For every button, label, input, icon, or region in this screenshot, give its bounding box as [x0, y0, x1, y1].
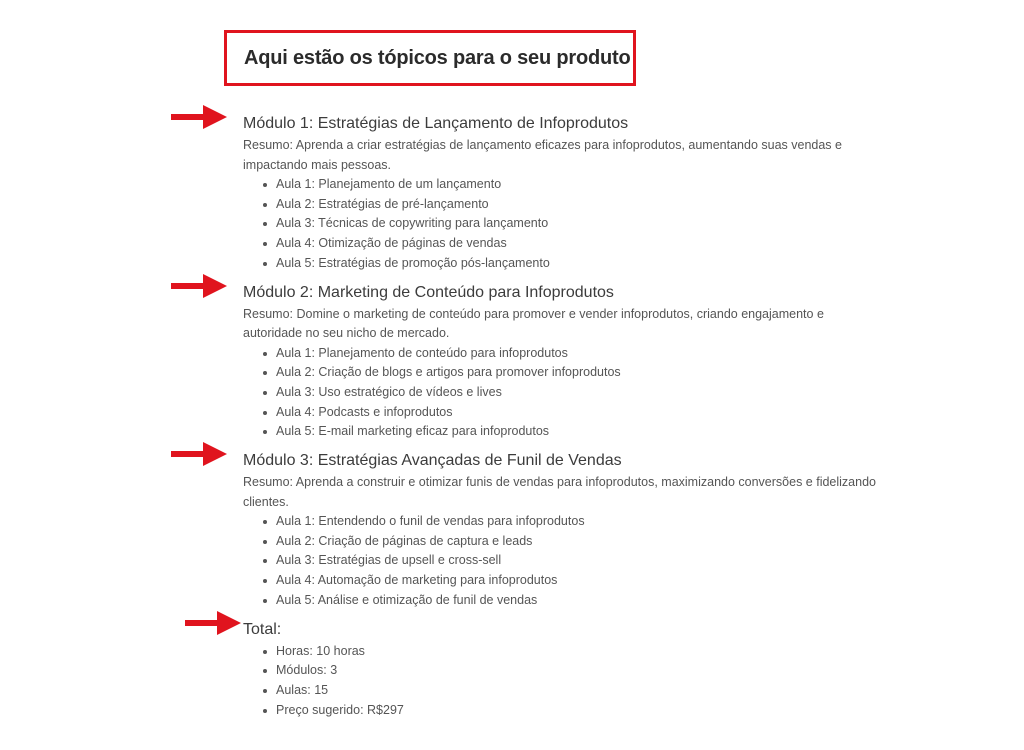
lesson-item: Aula 4: Otimização de páginas de vendas [276, 234, 883, 254]
module-2 [243, 281, 883, 443]
lesson-item: Aula 4: Podcasts e infoprodutos [276, 403, 883, 423]
lesson-list [243, 512, 883, 611]
total-item: Aulas: 15 [276, 681, 883, 701]
lesson-item: Aula 4: Automação de marketing para infoprodutos [276, 571, 883, 591]
lesson-item: Aula 2: Criação de páginas de captura e leads [276, 532, 883, 552]
lesson-item: Aula 3: Técnicas de copywriting para lançamento [276, 214, 883, 234]
page-title: Aqui estão os tópicos para o seu produto [244, 46, 631, 69]
title-highlight-box [224, 30, 636, 86]
red-arrow-right-icon [171, 442, 227, 466]
lesson-item: Aula 3: Estratégias de upsell e cross-sell [276, 551, 883, 571]
module-summary: Resumo: Aprenda a criar estratégias de lançamento eficazes para infoprodutos, aumentando suas vendas e impactando mais pessoas. [243, 138, 842, 172]
total-item: Módulos: 3 [276, 661, 883, 681]
lesson-item: Aula 2: Estratégias de pré-lançamento [276, 195, 883, 215]
lesson-item: Aula 5: Estratégias de promoção pós-lançamento [276, 254, 883, 274]
total-title: Total: [243, 620, 282, 638]
module-title: Módulo 2: Marketing de Conteúdo para Infoprodutos [243, 283, 614, 301]
module-summary: Resumo: Aprenda a construir e otimizar funis de vendas para infoprodutos, maximizando conversões e fidelizando clientes. [243, 475, 876, 509]
lesson-item: Aula 1: Planejamento de um lançamento [276, 175, 883, 195]
red-arrow-right-icon [171, 274, 227, 298]
total-item: Horas: 10 horas [276, 642, 883, 662]
total-section [243, 618, 883, 721]
total-item: Preço sugerido: R$297 [276, 701, 883, 721]
module-3 [243, 449, 883, 611]
module-title: Módulo 3: Estratégias Avançadas de Funil de Vendas [243, 452, 622, 470]
module-1 [243, 112, 883, 274]
red-arrow-right-icon [185, 611, 241, 635]
lesson-list [243, 344, 883, 443]
lesson-list [243, 175, 883, 274]
total-list [243, 642, 883, 721]
lesson-item: Aula 1: Entendendo o funil de vendas para infoprodutos [276, 512, 883, 532]
red-arrow-right-icon [171, 105, 227, 129]
lesson-item: Aula 5: E-mail marketing eficaz para infoprodutos [276, 422, 883, 442]
lesson-item: Aula 3: Uso estratégico de vídeos e lives [276, 383, 883, 403]
lesson-item: Aula 5: Análise e otimização de funil de vendas [276, 591, 883, 611]
topics-content [243, 112, 883, 720]
module-summary: Resumo: Domine o marketing de conteúdo para promover e vender infoprodutos, criando engajamento e autoridade no seu nicho de mercado. [243, 306, 824, 341]
module-title: Módulo 1: Estratégias de Lançamento de Infoprodutos [243, 115, 629, 132]
lesson-item: Aula 1: Planejamento de conteúdo para infoprodutos [276, 344, 883, 364]
lesson-item: Aula 2: Criação de blogs e artigos para promover infoprodutos [276, 363, 883, 383]
